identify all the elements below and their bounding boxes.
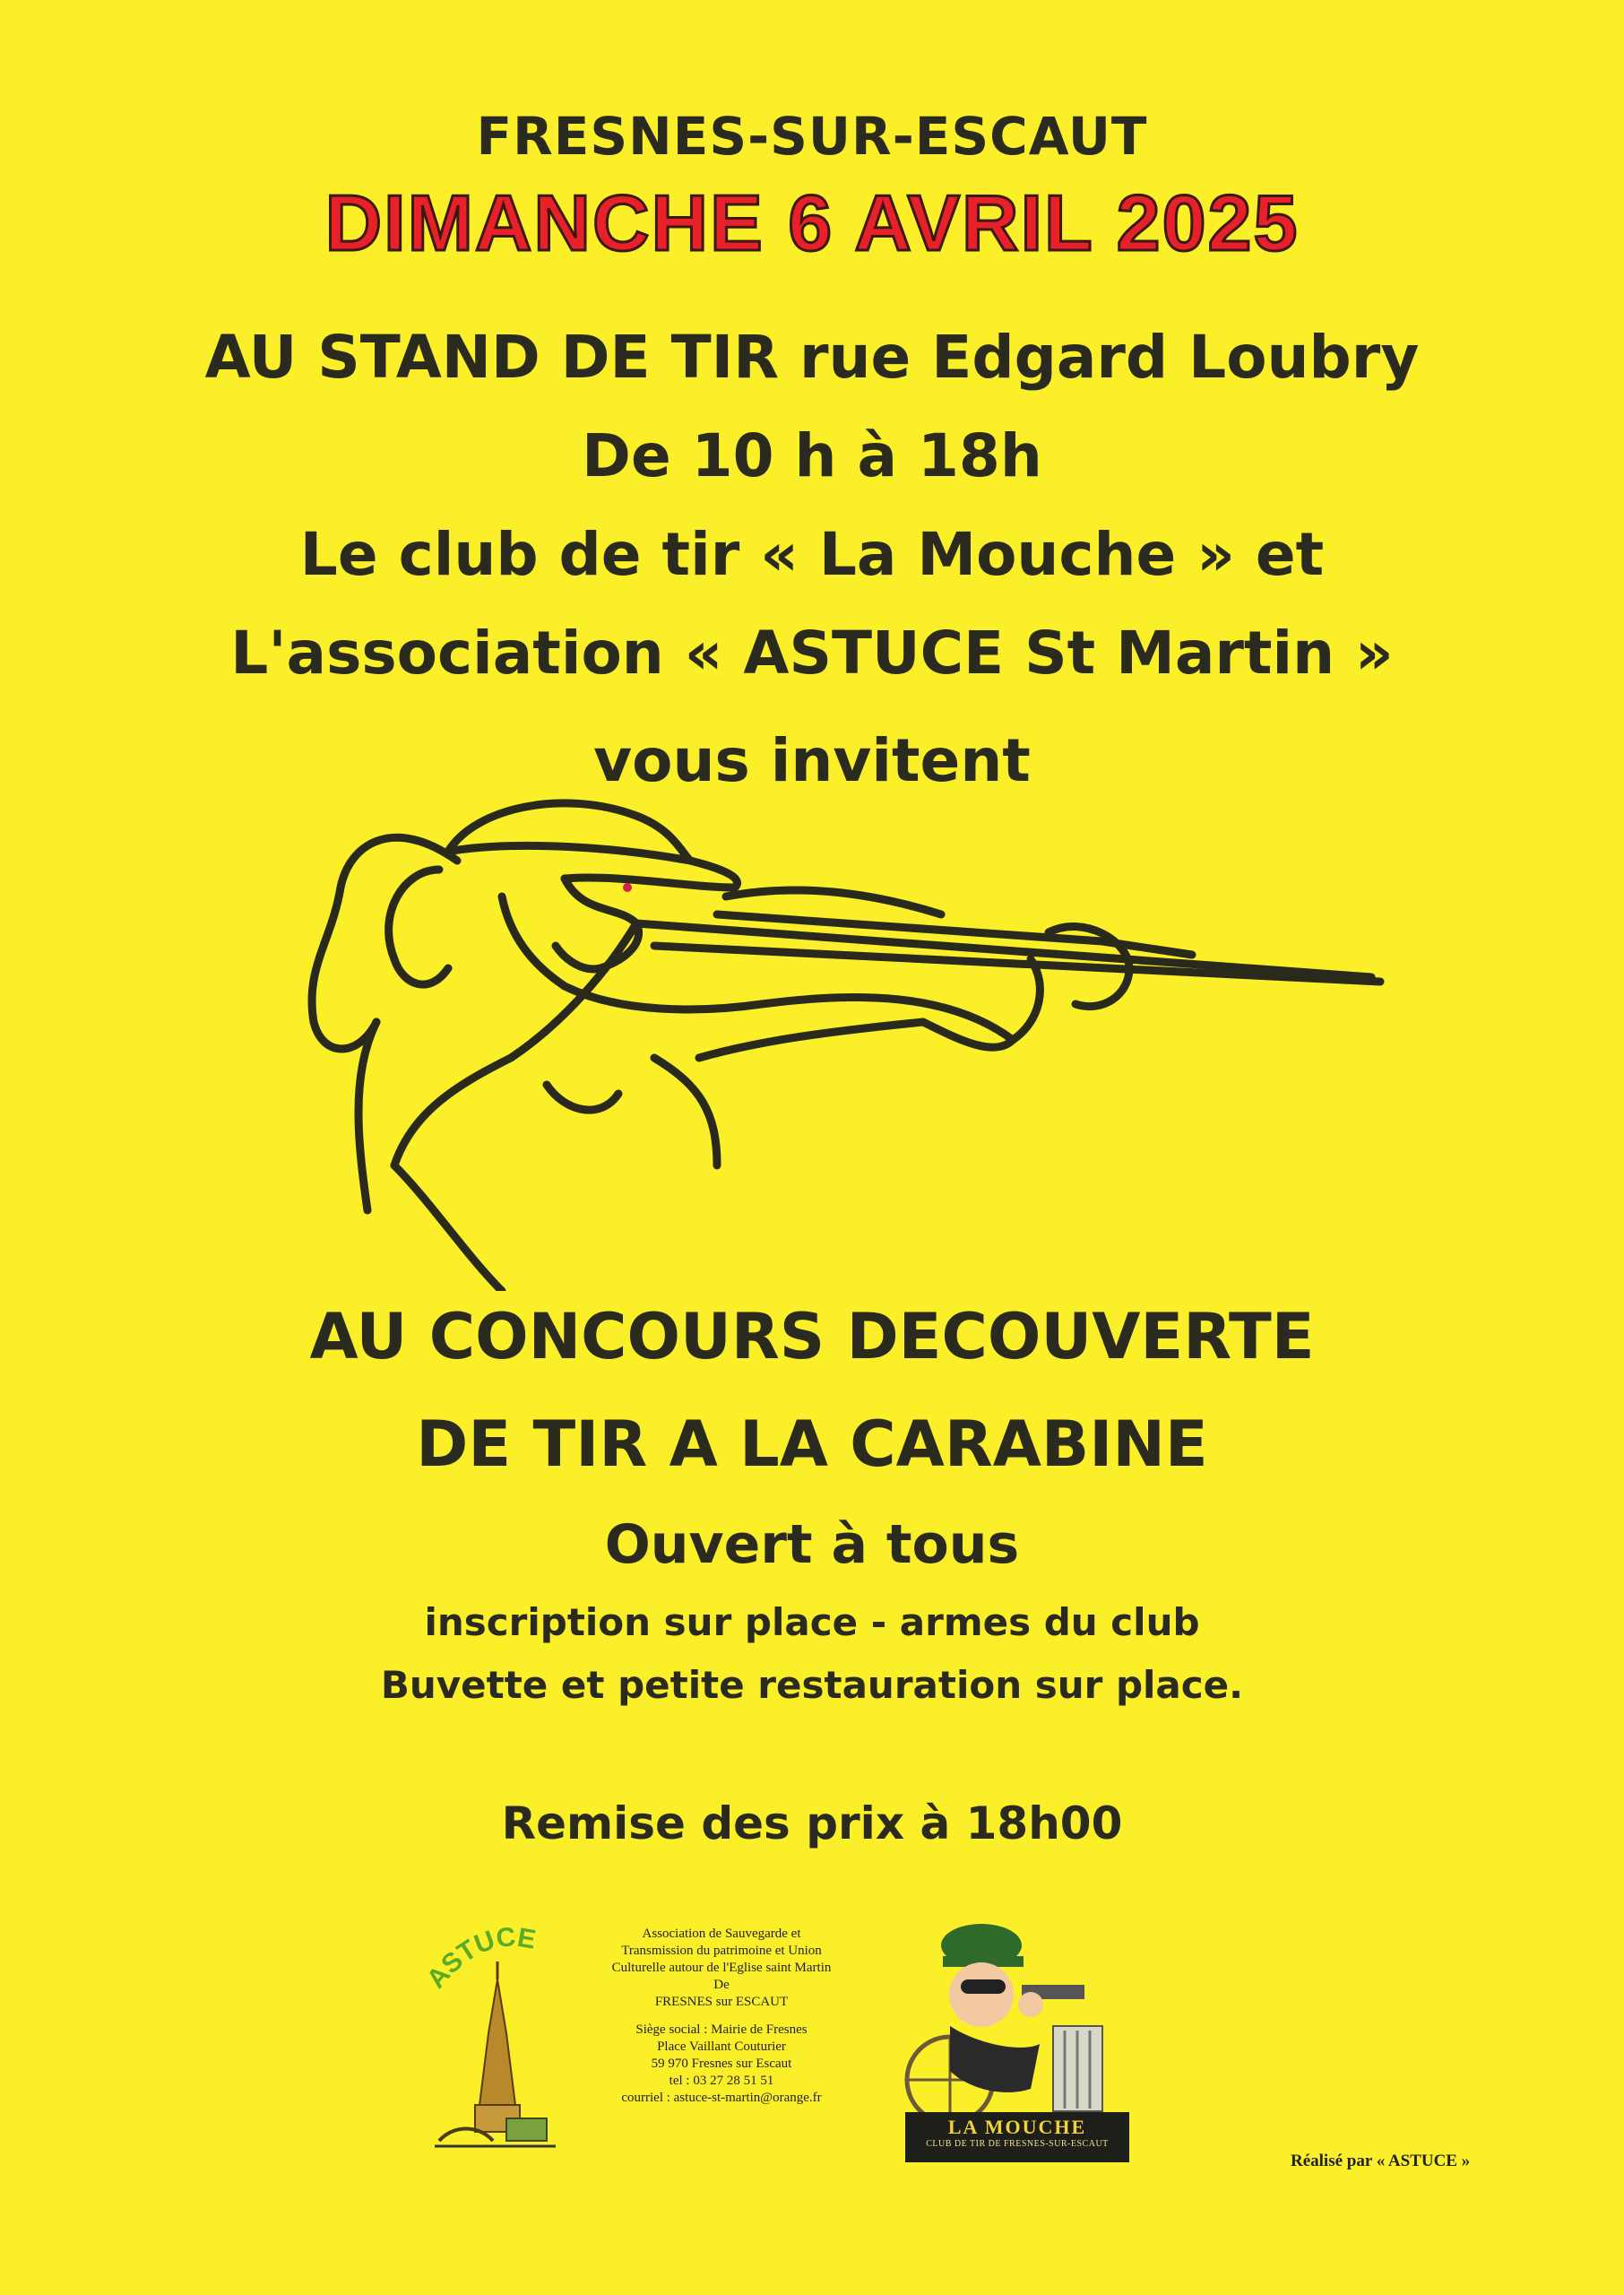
la-mouche-title: LA MOUCHE xyxy=(947,2116,1087,2138)
invite-line: vous invitent xyxy=(593,726,1031,795)
assoc-name-line3: Culturelle autour de l'Eglise saint Martin xyxy=(611,1961,832,1975)
club-line: Le club de tir « La Mouche » et xyxy=(299,520,1325,589)
assoc-name-line1: Association de Sauvegarde et xyxy=(642,1927,801,1941)
assoc-name-line2: Transmission du patrimoine et Union xyxy=(621,1944,822,1958)
la-mouche-subtitle: CLUB DE TIR DE FRESNES-SUR-ESCAUT xyxy=(926,2139,1109,2149)
open-to-all: Ouvert à tous xyxy=(604,1513,1020,1576)
contest-title-line2: DE TIR A LA CARABINE xyxy=(416,1407,1208,1481)
venue-line: AU STAND DE TIR rue Edgard Loubry xyxy=(204,323,1420,392)
event-date: DIMANCHE 6 AVRIL 2025 xyxy=(324,178,1300,267)
assoc-seat-line1: Siège social : Mairie de Fresnes xyxy=(635,2022,808,2037)
association-line: L'association « ASTUCE St Martin » xyxy=(230,619,1394,688)
credit-line: Réalisé par « ASTUCE » xyxy=(1291,2152,1471,2170)
refreshment-info: Buvette et petite restauration sur place. xyxy=(380,1663,1244,1707)
hours-line: De 10 h à 18h xyxy=(582,421,1042,490)
assoc-name-line4: De xyxy=(713,1978,730,1992)
assoc-email: courriel : astuce-st-martin@orange.fr xyxy=(621,2091,822,2105)
assoc-phone: tel : 03 27 28 51 51 xyxy=(669,2074,774,2088)
town-heading: FRESNES-SUR-ESCAUT xyxy=(476,106,1148,167)
association-info-block xyxy=(574,1926,869,2107)
assoc-seat-line2: Place Vaillant Couturier xyxy=(657,2040,786,2054)
astuce-wordmark xyxy=(421,1927,574,1999)
assoc-seat-line3: 59 970 Fresnes sur Escaut xyxy=(651,2057,792,2071)
rifle-shooter-illustration xyxy=(296,789,1389,1291)
contest-title-line1: AU CONCOURS DECOUVERTE xyxy=(309,1300,1315,1373)
registration-info: inscription sur place - armes du club xyxy=(424,1600,1200,1644)
svg-text:ASTUCE: ASTUCE xyxy=(421,1927,539,1995)
prize-giving: Remise des prix à 18h00 xyxy=(501,1797,1123,1849)
assoc-name-line5: FRESNES sur ESCAUT xyxy=(654,1995,789,2009)
la-mouche-banner xyxy=(905,2112,1129,2162)
